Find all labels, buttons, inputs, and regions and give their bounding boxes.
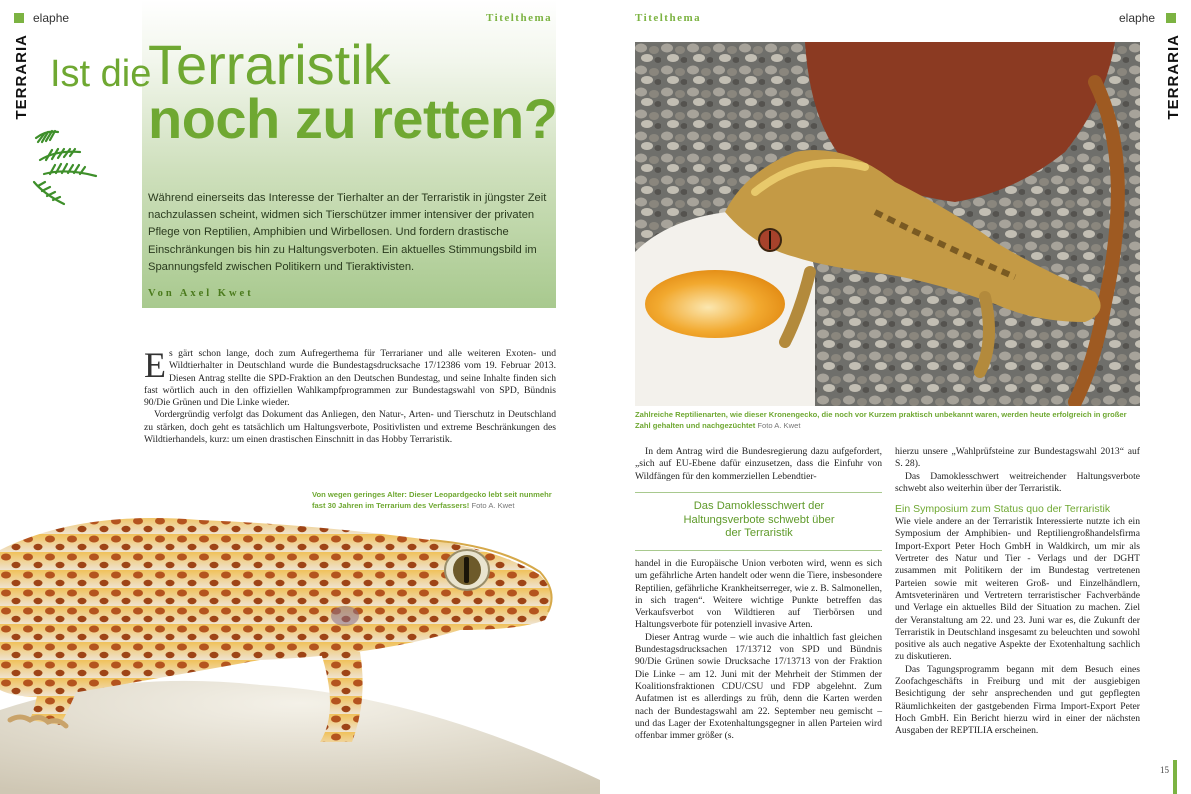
title-large: Terraristik [148,33,391,96]
col3-paragraph-1: hierzu unsere „Wahlprüfsteine zur Bundestagswahl 2013“ auf S. 28). [895,446,1140,470]
col2-paragraph-2: handel in die Europäische Union verboten wird, wenn es sich um gefährliche Arten handelt oder wenn die Tiere, insbesondere Reptilien, gefährliche Krankheitserreger, wie z. B. Salmonellen, in sich tragen“. Weitere wichtige Punkte betreffen das Verkaufsverbot von Wildtieren auf Tierbörsen und Haltungsverbote für potenziell invasive Arten. [635,558,882,631]
drop-cap: E [144,345,166,385]
crested-caption [635,409,1140,431]
accent-square-left [14,13,24,23]
page-number: 15 [1160,765,1169,775]
column-2-bottom [635,558,882,742]
col2-paragraph-1: In dem Antrag wird die Bundesregierung dazu aufgefordert, „sich auf EU-Ebene dafür einzusetzen, dass die Einfuhr von Wildfängen für den kommerziellen Lebendtier- [635,446,882,482]
vertical-label-right: TERRARIA [1165,34,1182,120]
left-paragraph-1: s gärt schon lange, doch zum Aufregerthema für Terrarianer und alle weiteren Exoten- und Wildtierhalter in Deutschland wurde die Bundestagsdrucksache 17/12386 vom 19. Februar 2013. Diesen Antrag stellte die SPD-Fraktion an den Deutschen Bundestag, und seine Inhalte finden sich fast wörtlich auch in den offiziellen Wahlkampfprogrammen zur Bundestagswahl von SPD, Bündnis 90/Die Grünen und Die Linke wieder. [144,348,556,409]
crested-caption-text: Zahlreiche Reptilienarten, wie dieser Kronengecko, die noch vor Kurzem praktisch unbekannt waren, werden heute erfolgreich in großer Zahl gehalten und nachgezüchtet [635,410,1127,430]
col2-paragraph-3: Dieser Antrag wurde – wie auch die inhaltlich fast gleichen Bundestagsdrucksachen 17/13712 von SPD und Bündnis 90/Die Grünen sowie Drucksache 17/13713 von der Fraktion Die Linke – am 12. Juni mit der Mehrheit der Stimmen der Koalitionsfraktionen CDU/CSU und FDP abgelehnt. Zum Aufatmen ist es allerdings zu früh, denn die Karten werden nach der Bundestagswahl am 22. September neu gemischt – und das Lager der Exotenhaltungsgegner in allen Parteien wird offenbar immer größer (s. [635,631,882,742]
magazine-name-right: elaphe [1119,11,1156,25]
column-2-top [635,446,882,483]
crested-caption-credit: Foto A. Kwet [757,421,801,430]
pullquote: Das Damoklesschwert der Haltungsverbote schwebt über der Terraristik [683,500,835,539]
title-line-two: noch zu retten? [148,87,558,150]
page-edge-bar [1173,760,1177,794]
pullquote-rule-bottom [635,550,882,551]
crested-gecko-photo [635,42,1140,406]
intro-text: Während einerseits das Interesse der Tierhalter an der Terraristik in jüngster Zeit nachzulassen scheint, widmen sich Tierschützer immer intensiver der privaten Pflege von Reptilien, Amphibien und Wirbellosen. Und fordern drastische Einschränkungen bis hin zu Haltungsverboten. Ein aktuelles Stimmungsbild im Spannungsfeld zwischen Politikern und Tieraktivisten. [148,192,547,273]
col3-paragraph-2: Das Damoklesschwert weitreichender Haltungsverbote schwebt also weiterhin über der Terraristik. [895,470,1140,494]
pullquote-rule-top [635,492,882,493]
section-subheading: Ein Symposium zum Status quo der Terraristik [895,503,1111,516]
col3-paragraph-3: Wie viele andere an der Terraristik Interessierte nutzte ich ein Symposium der Amphibien- und Reptiliengroßhandelsfirma Import-Export Peter Hoch GmbH in Waldkirch, um mir als Vertreter des Natur und Tier - Verlags und der DGHT zusammen mit Politikern der im Bundestag vertretenen Parteien sowie mit weiteren Groß- und Einzelhändlern, Amtsveterinären und Vertretern terraristischer Fachverbände und Verlage ein aktuelles Bild der Situation zu machen. Ziel der Veranstaltung am 22. und 23. Juni war es, die Zukunft der Terraristik in Deutschland insgesamt zu beleuchten und sowohl positive als auch negative Aspekte der Exotenhaltung sachlich zu diskutieren. [895,516,1140,663]
fern-logo-icon [26,126,102,208]
column-3 [895,446,1140,738]
leopard-caption-credit: Foto A. Kwet [471,501,515,510]
rubric-left: Titelthema [486,12,553,24]
leopard-gecko-photo [0,480,600,794]
author-byline: Von Axel Kwet [148,288,254,299]
col3-paragraph-4: Das Tagungsprogramm begann mit dem Besuch eines Zoofachgeschäfts in Freiburg und mit der ausgiebigen Besichtigung der sehr ansprechenden und gut gepflegten Räumlichkeiten der gastgebenden Firma Import-Export Peter Hoch GmbH. Ein Bericht hierzu wird in einer der nächsten Ausgaben der REPTILIA erscheinen. [895,663,1140,737]
left-paragraph-2: Vordergründig verfolgt das Dokument das Anliegen, den Natur-, Arten- und Tierschutz in Deutschland zu stärken, doch geht es tatsächlich um Haltungsverbote, Positivlisten und extreme Beschränkungen des Wildtierhandels, kurz: um einen drastischen Einschnitt in das Hobby Terraristik. [144,409,556,446]
title-small: Ist die [50,53,152,95]
vertical-label-left: TERRARIA [13,34,30,120]
left-body-text [144,345,556,446]
rubric-right: Titelthema [635,12,702,24]
magazine-name-left: elaphe [33,11,70,25]
accent-square-right [1166,13,1176,23]
leopard-caption-text: Von wegen geringes Alter: Dieser Leopardgecko lebt seit nunmehr fast 30 Jahren im Terrarium des Verfassers! [312,490,552,510]
